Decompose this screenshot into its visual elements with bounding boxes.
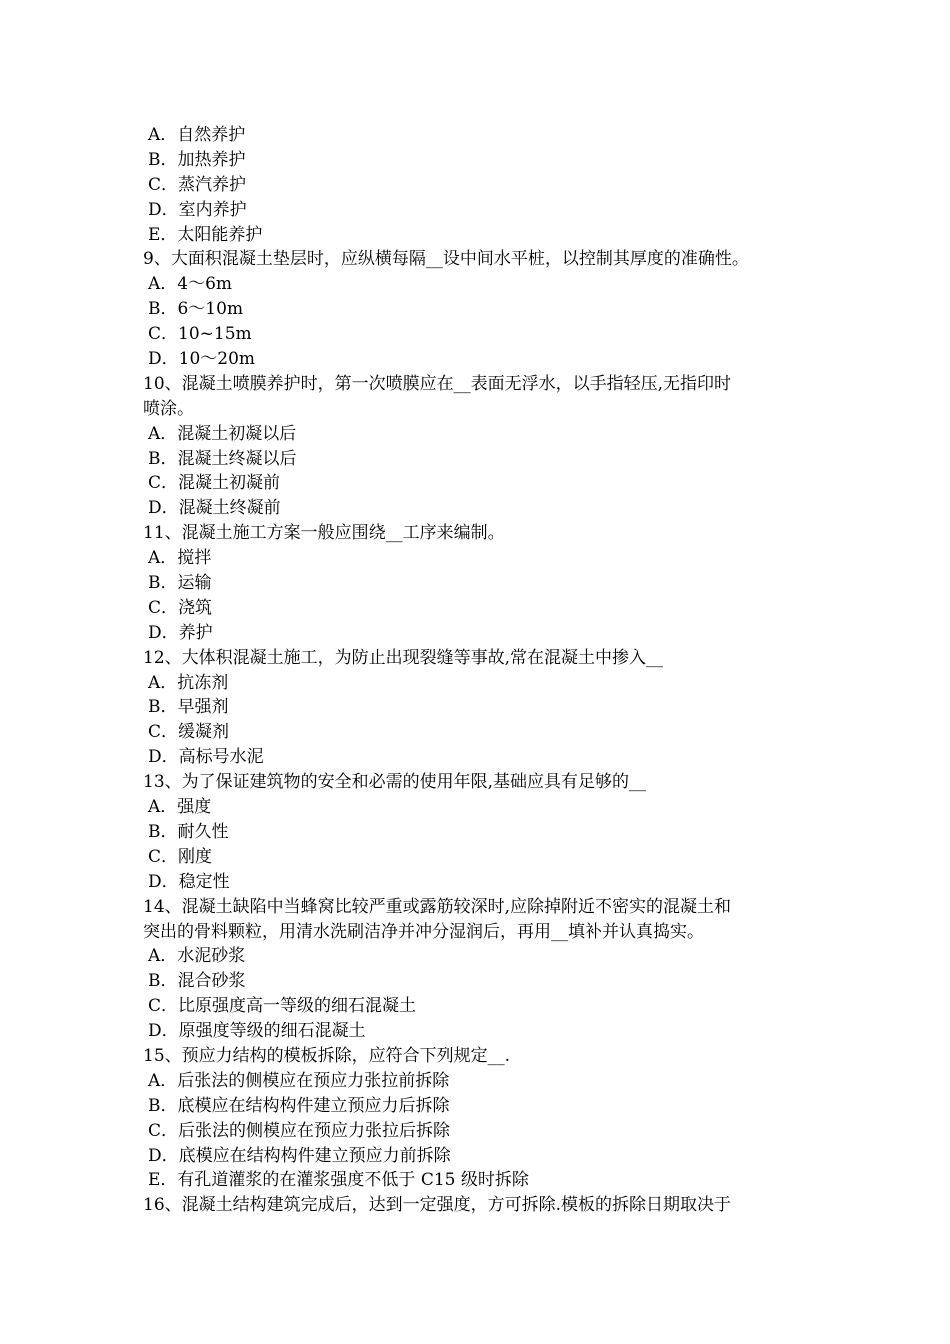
answer-option: A．自然养护: [148, 125, 246, 145]
answer-option: A．水泥砂浆: [148, 946, 246, 967]
answer-option: C．刚度: [148, 846, 213, 867]
answer-option: D．底模应在结构构件建立预应力前拆除: [148, 1145, 451, 1166]
question-text: 12、大体积混凝土施工，为防止出现裂缝等事故,常在混凝土中掺入__: [143, 647, 664, 668]
answer-option: B．底模应在结构构件建立预应力后拆除: [148, 1095, 450, 1116]
question-text: 15、预应力结构的模板拆除，应符合下列规定__.: [143, 1045, 511, 1066]
question-text: 13、为了保证建筑物的安全和必需的使用年限,基础应具有足够的__: [143, 772, 647, 793]
answer-option: A．混凝土初凝以后: [148, 423, 297, 444]
answer-option: C．后张法的侧模应在预应力张拉后拆除: [148, 1120, 451, 1141]
answer-option: D．高标号水泥: [148, 747, 264, 768]
question-text: 10、混凝土喷膜养护时，第一次喷膜应在__表面无浮水，以手指轻压,无指印时: [143, 373, 732, 394]
answer-option: A．搅拌: [148, 548, 212, 569]
question-text: 9、大面积混凝土垫层时，应纵横每隔__设中间水平桩，以控制其厚度的准确性。: [143, 249, 749, 270]
answer-option: C．10~15m: [148, 324, 252, 345]
answer-option: C．浇筑: [148, 597, 213, 618]
answer-option: E．有孔道灌浆的在灌浆强度不低于 C15 级时拆除: [148, 1170, 529, 1191]
answer-option: B．加热养护: [148, 149, 246, 170]
answer-option: D．室内养护: [148, 199, 247, 220]
answer-option: B．混凝土终凝以后: [148, 448, 297, 469]
answer-option: C．蒸汽养护: [148, 174, 247, 195]
answer-option: C．缓凝剂: [148, 722, 230, 743]
answer-option: B．耐久性: [148, 821, 229, 842]
answer-option: E．太阳能养护: [148, 224, 263, 245]
answer-option: D．10～20m: [148, 349, 256, 370]
answer-option: D．混凝土终凝前: [148, 498, 281, 519]
answer-option: D．原强度等级的细石混凝土: [148, 1021, 366, 1042]
answer-option: D．养护: [148, 622, 213, 643]
document-body: [143, 123, 823, 1218]
answer-option: B．早强剂: [148, 697, 229, 718]
question-text: 突出的骨料颗粒，用清水洗刷洁净并冲分湿润后，再用__填补并认真捣实。: [143, 921, 704, 942]
answer-option: A．后张法的侧模应在预应力张拉前拆除: [148, 1070, 450, 1091]
answer-option: B．6～10m: [148, 299, 244, 320]
question-text: 喷涂。: [143, 398, 194, 419]
answer-option: B．运输: [148, 573, 212, 594]
question-text: 11、混凝土施工方案一般应围绕__工序来编制。: [143, 523, 505, 544]
answer-option: A．强度: [148, 797, 212, 818]
answer-option: C．混凝土初凝前: [148, 473, 281, 494]
answer-option: D．稳定性: [148, 871, 230, 892]
answer-option: A．4～6m: [148, 274, 233, 295]
answer-option: B．混合砂浆: [148, 971, 246, 992]
question-text: 14、混凝土缺陷中当蜂窝比较严重或露筋较深时,应除掉附近不密实的混凝土和: [143, 896, 732, 917]
question-text: 16、混凝土结构建筑完成后，达到一定强度，方可拆除.模板的拆除日期取决于: [143, 1195, 732, 1216]
answer-option: A．抗冻剂: [148, 672, 229, 693]
answer-option: C．比原强度高一等级的细石混凝土: [148, 996, 417, 1017]
